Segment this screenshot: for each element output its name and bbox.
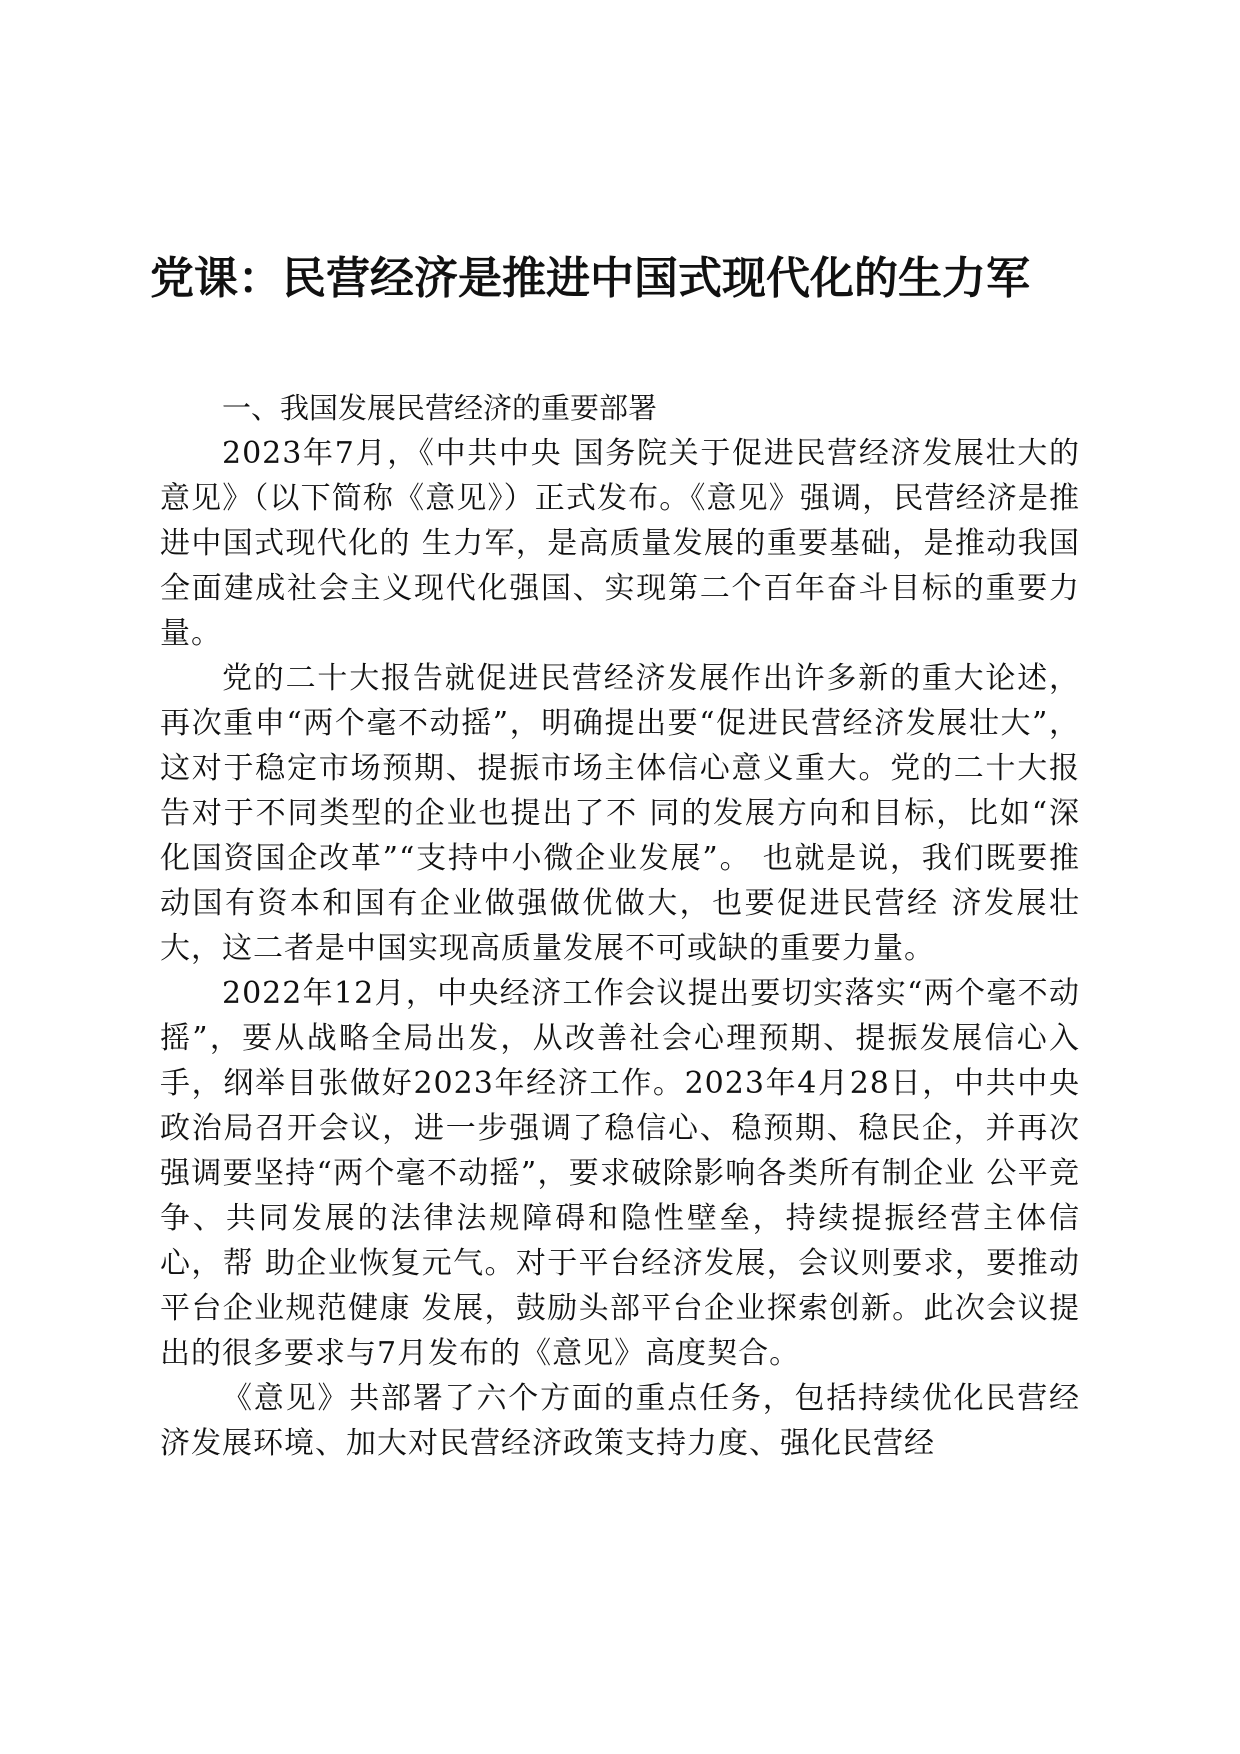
- paragraph-4: 《意见》共部署了六个方面的重点任务，包括持续优化民营经济发展环境、加大对民营经济政策支持力度、强化民营经: [160, 1381, 1080, 1461]
- document-title: 党课：民营经济是推进中国式现代化的生力军: [150, 253, 1030, 304]
- paragraph-1: 2023年7月，《中共中央 国务院关于促进民营经济发展壮大的意见》（以下简称《意见》）正式发布。《意见》强调，民营经济是推进中国式现代化的 生力军，是高质量发展的重要基础，是推动我国全面建成社会主义现代化强国、实现第二个百年奋斗目标的重要力量。: [160, 436, 1080, 651]
- section-heading: 一、我国发展民营经济的重要部署: [222, 391, 658, 425]
- paragraph-2: 党的二十大报告就促进民营经济发展作出许多新的重大论述，再次重申“两个毫不动摇”，明确提出要“促进民营经济发展壮大”，这对于稳定市场预期、提振市场主体信心意义重大。党的二十大报告对于不同类型的企业也提出了不 同的发展方向和目标，比如“深化国资国企改革”“支持中小微企业发展”。 也就是说，我们既要推动国有资本和国有企业做强做优做大，也要促进民营经 济发展壮大，这二者是中国实现高质量发展不可或缺的重要力量。: [160, 661, 1080, 966]
- paragraph-3: 2022年12月，中央经济工作会议提出要切实落实“两个毫不动摇”，要从战略全局出发，从改善社会心理预期、提振发展信心入手，纲举目张做好2023年经济工作。2023年4月28日，中共中央政治局召开会议，进一步强调了稳信心、稳预期、稳民企，并再次强调要坚持“两个毫不动摇”，要求破除影响各类所有制企业 公平竞争、共同发展的法律法规障碍和隐性壁垒，持续提振经营主体信心，帮 助企业恢复元气。对于平台经济发展，会议则要求，要推动平台企业规范健康 发展，鼓励头部平台企业探索创新。此次会议提出的很多要求与7月发布的《意见》高度契合。: [160, 976, 1080, 1371]
- document-body: [160, 386, 1080, 1466]
